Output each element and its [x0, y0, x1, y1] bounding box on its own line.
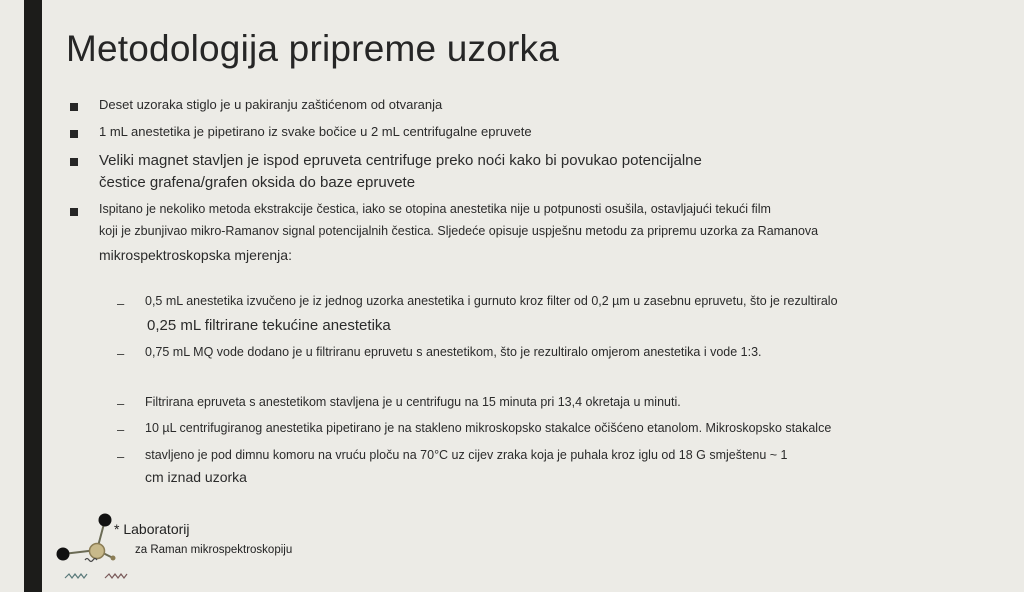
bullet-marker	[70, 103, 78, 111]
step-dash: –	[117, 422, 125, 437]
bullet-marker	[70, 158, 78, 166]
page-title: Metodologija pripreme uzorka	[66, 28, 560, 69]
bullet-4-line-2: koji je zbunjivao mikro-Ramanov signal potencijalnih čestica. Sljedeće opisuje uspješnu metodu za pripremu uzorka za Ramanova	[99, 224, 819, 238]
step-dash: –	[117, 296, 125, 311]
bullet-2-line-1: 1 mL anestetika je pipetirano iz svake bočice u 2 mL centrifugalne epruvete	[99, 124, 532, 139]
bullet-marker	[70, 208, 78, 216]
logo-subtitle: za Raman mikrospektroskopiju	[135, 544, 293, 556]
step-1-line-2: 0,25 mL filtrirane tekućine anestetika	[147, 317, 391, 334]
step-3-line-1: Filtrirana epruveta s anestetikom stavljena je u centrifugu na 15 minuta pri 13,4 okretaja u minuti.	[145, 395, 681, 409]
bullet-4-line-1: Ispitano je nekoliko metoda ekstrakcije čestica, iako se otopina anestetika nije u potpunosti osušila, ostavljajući tekući film	[99, 202, 771, 216]
side-accent-bar	[24, 0, 42, 592]
bullet-1-line-1: Deset uzoraka stiglo je u pakiranju zaštićenom od otvaranja	[99, 97, 443, 112]
step-2-line-1: 0,75 mL MQ vode dodano je u filtriranu epruvetu s anestetikom, što je rezultiralo omjerom anestetika i vode 1:3.	[145, 345, 762, 359]
logo-title: * Laboratorij	[114, 521, 190, 537]
bullet-marker	[70, 130, 78, 138]
step-4-line-1: 10 µL centrifugiranog anestetika pipetirano je na stakleno mikroskopsko stakalce očišćeno etanolom. Mikroskopsko stakalce	[145, 421, 832, 435]
bullet-3-line-2: čestice grafena/grafen oksida do baze epruvete	[99, 174, 416, 191]
step-5-line-2: cm iznad uzorka	[145, 469, 247, 485]
bullet-3-line-1: Veliki magnet stavljen je ispod epruveta centrifuge preko noći kako bi povukao potencijalne	[99, 152, 702, 169]
step-dash: –	[117, 346, 125, 361]
step-dash: –	[117, 396, 125, 411]
step-1-line-1: 0,5 mL anestetika izvučeno je iz jednog uzorka anestetika i gurnuto kroz filter od 0,2 µm u zasebnu epruvetu, što je rezultiralo	[145, 294, 838, 308]
step-dash: –	[117, 449, 125, 464]
bullet-4-line-3: mikrospektroskopska mjerenja:	[99, 247, 292, 263]
step-5-line-1: stavljeno je pod dimnu komoru na vruću ploču na 70°C uz cijev zraka koja je puhala kroz iglu od 18 G smještenu ~ 1	[145, 448, 788, 462]
